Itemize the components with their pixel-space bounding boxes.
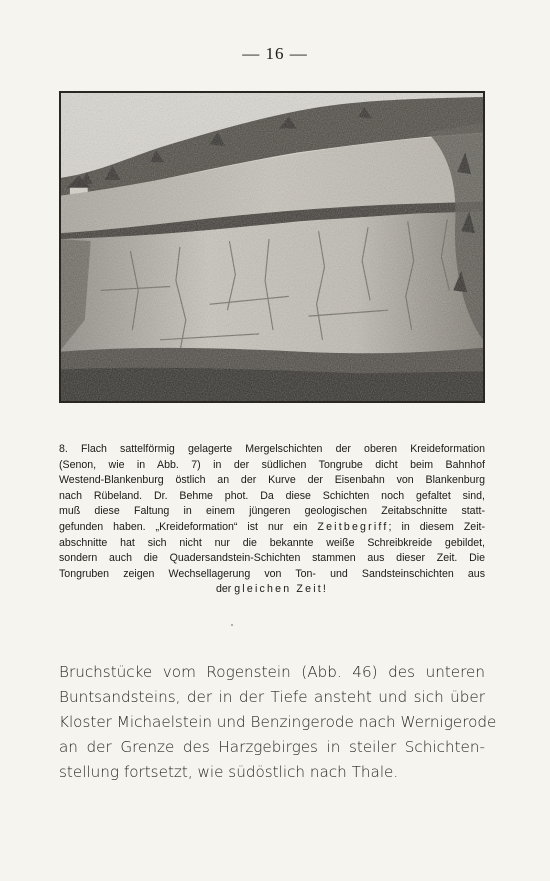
caption-line-10-text: der <box>215 583 232 596</box>
caption-emphasis-gleichen-zeit: gleichen Zeit! <box>234 583 329 596</box>
body-line-1: Bruchstücke vom Rogenstein (Abb. 46) des unteren <box>59 663 485 681</box>
print-speck <box>231 624 233 626</box>
caption-line-10 <box>59 582 485 598</box>
quarry-photo-image <box>61 93 483 401</box>
body-line-4: an der Grenze des Harzgebirges in steiler Schichten- <box>59 738 485 756</box>
figure-caption <box>59 442 485 598</box>
page-number: — 16 — <box>242 44 308 63</box>
caption-line-6 <box>59 520 485 536</box>
caption-line-6-text: gefunden haben. „Kreideformation“ ist nur ein <box>59 520 308 533</box>
caption-line-6-tail: ; in diesem Zeit- <box>388 520 486 533</box>
caption-emphasis-zeitbegriff: Zeitbegriff <box>317 520 389 533</box>
caption-line-4: nach Rübeland. Dr. Behme phot. Da diese Schichten noch gefaltet sind, <box>59 489 485 502</box>
caption-line-1: 8. Flach sattelförmig gelagerte Mergelschichten der oberen Kreideformation <box>59 443 485 455</box>
caption-line-2: (Senon, wie in Abb. 7) in der südlichen Tongrube dicht beim Bahnhof <box>59 458 485 471</box>
body-paragraph <box>59 660 497 785</box>
caption-line-3: Westend-Blankenburg östlich an der Kurve der Eisenbahn von Blankenburg <box>59 474 485 487</box>
quarry-photograph <box>59 91 485 403</box>
caption-line-7: abschnitte hat sich nicht nur die bekannte weiße Schreibkreide gebildet, <box>59 536 485 549</box>
caption-line-8: sondern auch die Quadersandstein-Schichten stammen aus dieser Zeit. Die <box>59 552 485 565</box>
body-line-5: stellung fortsetzt, wie südöstlich nach Thale. <box>59 763 399 781</box>
body-line-2: Buntsandsteins, der in der Tiefe ansteht und sich über <box>59 688 485 706</box>
body-line-3: Kloster Michaelstein und Benzingerode nach Wernigerode <box>59 713 497 731</box>
caption-line-9: Tongruben zeigen Wechsellagerung von Ton- und Sandsteinschichten aus <box>59 567 485 580</box>
caption-line-5: muß diese Faltung in einem jüngeren geologischen Zeitabschnitte statt- <box>59 505 485 518</box>
